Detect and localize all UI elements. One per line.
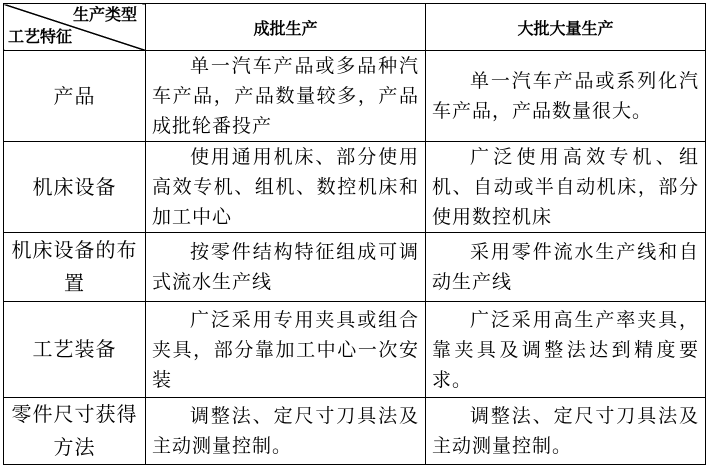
cell-batch-dimension-method: 调整法、定尺寸刀具法及主动测量控制。 [146,398,426,465]
cell-mass-machine-equipment: 广泛使用高效专机、组机、自动或半自动机床，部分使用数控机床 [426,142,706,233]
cell-mass-tooling: 广泛采用高生产率夹具，靠夹具及调整法达到精度要求。 [426,302,706,398]
row-label-dimension-method: 零件尺寸获得方法 [4,398,146,465]
comparison-table [3,3,706,465]
corner-top-label: 生产类型 [72,7,137,24]
table-row [4,302,706,398]
header-batch-production: 成批生产 [146,4,426,51]
corner-header-cell [4,4,146,51]
header-row [4,4,706,51]
cell-batch-machine-equipment: 使用通用机床、部分使用高效专机、组机、数控机床和加工中心 [146,142,426,233]
table-row [4,142,706,233]
cell-batch-equipment-layout: 按零件结构特征组成可调式流水生产线 [146,233,426,302]
header-mass-production: 大批大量生产 [426,4,706,51]
row-label-machine-equipment: 机床设备 [4,142,146,233]
cell-mass-dimension-method: 调整法、定尺寸刀具法及主动测量控制。 [426,398,706,465]
cell-batch-tooling: 广泛采用专用夹具或组合夹具，部分靠加工中心一次安装 [146,302,426,398]
row-label-tooling: 工艺装备 [4,302,146,398]
cell-batch-product: 单一汽车产品或多品种汽车产品，产品数量较多，产品成批轮番投产 [146,51,426,142]
row-label-product: 产品 [4,51,146,142]
cell-mass-equipment-layout: 采用零件流水生产线和自动生产线 [426,233,706,302]
table-row [4,398,706,465]
cell-mass-product: 单一汽车产品或系列化汽车产品，产品数量很大。 [426,51,706,142]
corner-bottom-label: 工艺特征 [8,29,73,46]
row-label-equipment-layout: 机床设备的布置 [4,233,146,302]
table-row [4,51,706,142]
table-row [4,233,706,302]
